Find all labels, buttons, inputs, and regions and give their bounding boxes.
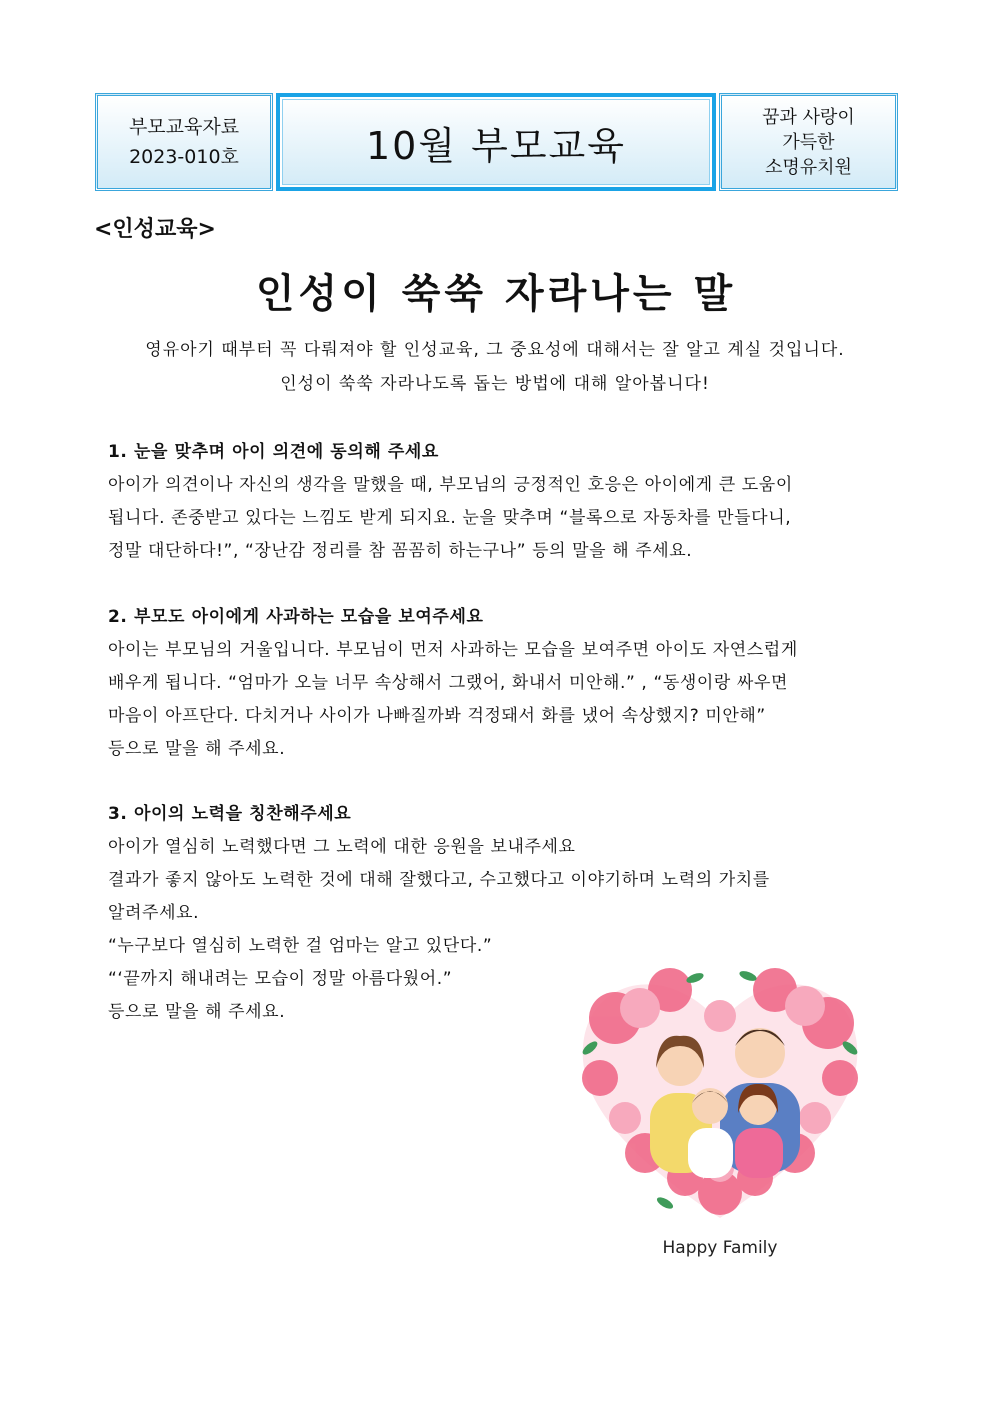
flower-heart-family-icon (570, 928, 870, 1268)
section-line: 됩니다. 존중받고 있다는 느낌도 받게 되지요. 눈을 맞추며 “블록으로 자동차를 만들다니, (108, 508, 792, 528)
document-number: 2023-010호 (129, 146, 239, 168)
intro-line: 영유아기 때부터 꼭 다뤄져야 할 인성교육, 그 중요성에 대해서는 잘 알고 계실 것입니다. (145, 340, 845, 360)
school-box (719, 93, 898, 191)
section-line: 아이가 열심히 노력했다면 그 노력에 대한 응원을 보내주세요 (108, 837, 576, 857)
section-line: 정말 대단하다!”, “장난감 정리를 참 꼼꼼히 하는구나” 등의 말을 해 주세요. (108, 541, 693, 561)
document-number-box (95, 93, 273, 191)
school-name: 소명유치원 (765, 156, 852, 178)
section-line: 배우게 됩니다. “엄마가 오늘 너무 속상해서 그랬어, 화내서 미안해.” , “동생이랑 싸우면 (108, 673, 789, 693)
school-slogan-line-2: 가득한 (782, 131, 835, 153)
main-title: 인성이 쑥쑥 자라나는 말 (255, 271, 737, 317)
illustration-caption: Happy Family (662, 1238, 778, 1258)
section-heading: 3. 아이의 노력을 칭찬해주세요 (108, 804, 352, 824)
section-line: 결과가 좋지 않아도 노력한 것에 대해 잘했다고, 수고했다고 이야기하며 노력의 가치를 (108, 870, 770, 890)
document-type-label: 부모교육자료 (128, 116, 240, 138)
section-heading: 1. 눈을 맞추며 아이 의견에 동의해 주세요 (108, 442, 439, 462)
happy-family-illustration (570, 928, 870, 1268)
document-header (95, 93, 898, 191)
section-line: 아이는 부모님의 거울입니다. 부모님이 먼저 사과하는 모습을 보여주면 아이도 자연스럽게 (108, 640, 798, 660)
section-line: 등으로 말을 해 주세요. (108, 739, 286, 759)
intro-line: 인성이 쑥쑥 자라나도록 돕는 방법에 대해 알아봅니다! (280, 374, 710, 394)
section-2 (108, 600, 888, 766)
section-line: 마음이 아프단다. 다치거나 사이가 나빠질까봐 걱정돼서 화를 냈어 속상했지? 미안해” (108, 706, 766, 726)
section-tag: <인성교육> (94, 217, 216, 242)
document-title: 10월 부모교육 (366, 123, 626, 168)
title-box (276, 93, 716, 191)
section-line: “누구보다 열심히 노력한 걸 엄마는 알고 있단다.” (108, 936, 493, 956)
section-line: 등으로 말을 해 주세요. (108, 1002, 286, 1022)
intro-paragraph (100, 333, 890, 401)
section-line: “‘끝까지 해내려는 모습이 정말 아름다웠어.” (108, 969, 453, 989)
section-heading: 2. 부모도 아이에게 사과하는 모습을 보여주세요 (108, 607, 484, 627)
section-1 (108, 435, 888, 568)
section-line: 알려주세요. (108, 903, 200, 923)
section-line: 아이가 의견이나 자신의 생각을 말했을 때, 부모님의 긍정적인 호응은 아이에게 큰 도움이 (108, 475, 793, 495)
school-slogan-line-1: 꿈과 사랑이 (762, 106, 855, 128)
